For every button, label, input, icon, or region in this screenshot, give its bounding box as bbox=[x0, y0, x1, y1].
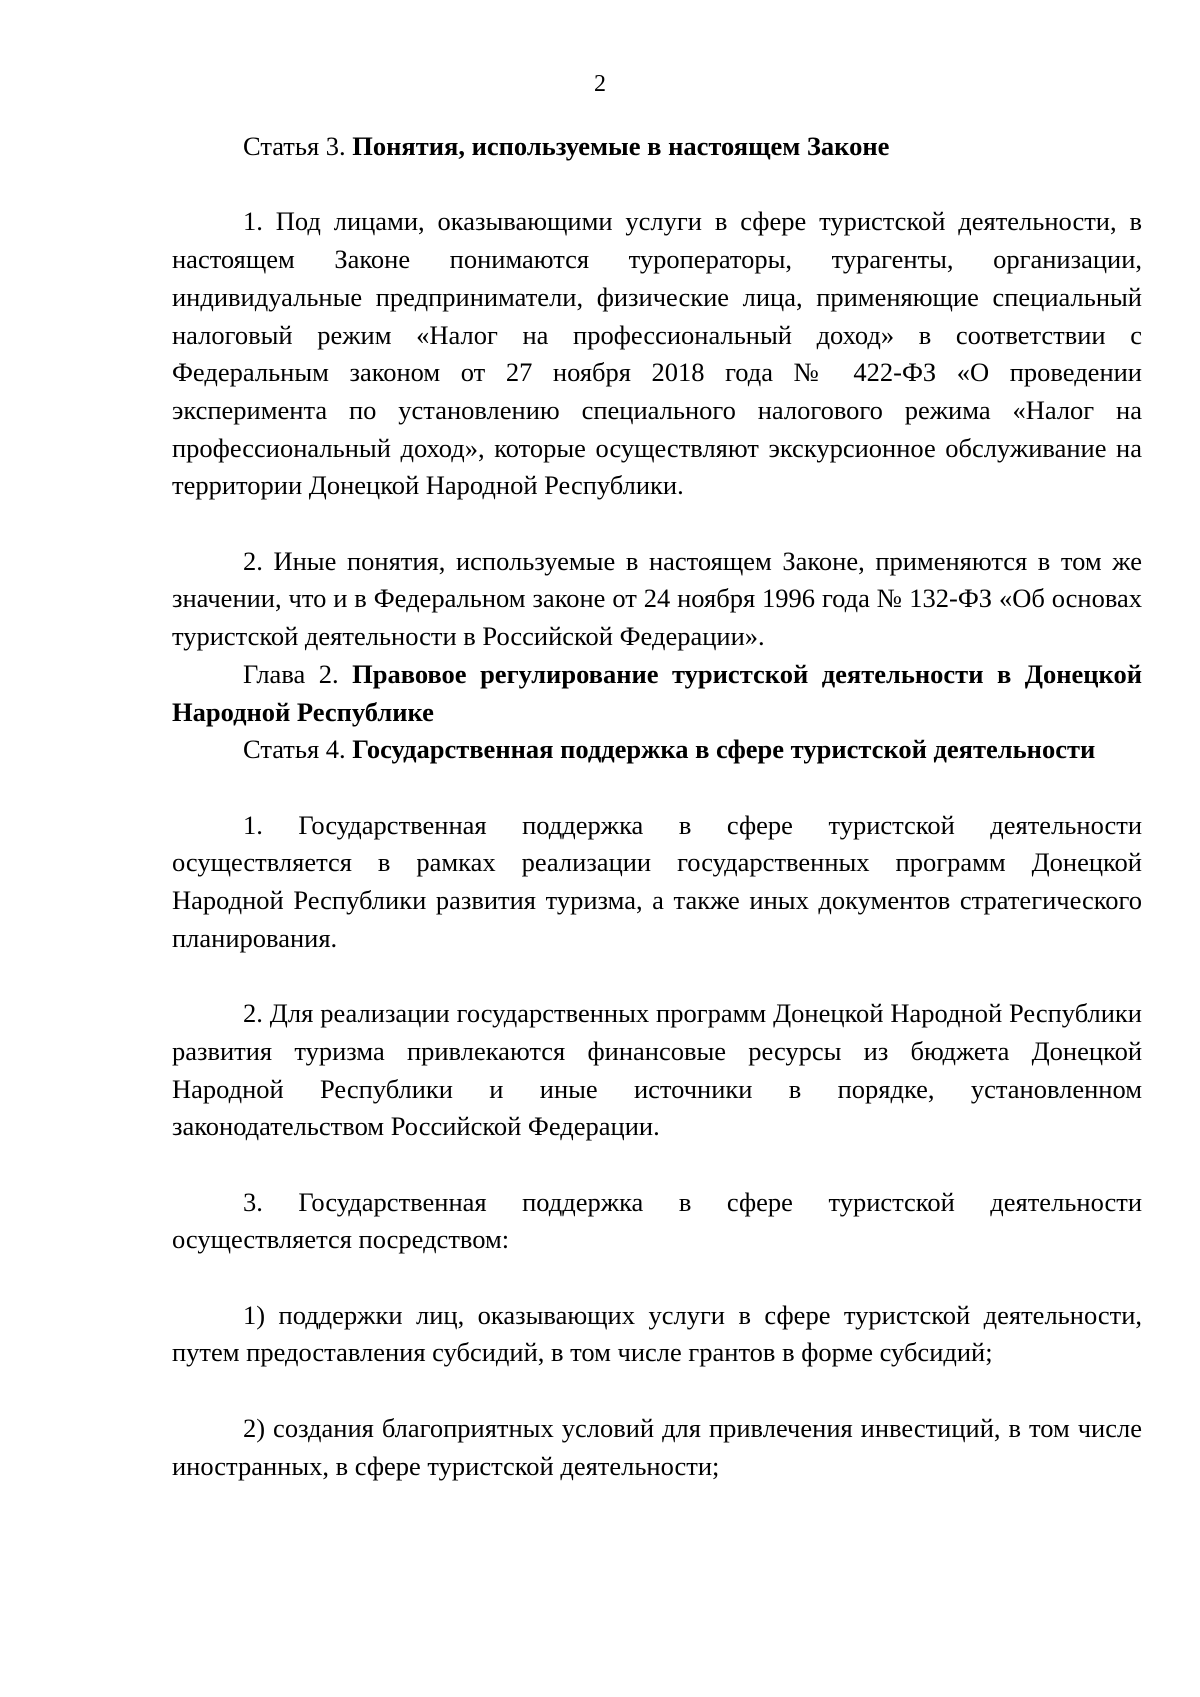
article-3-prefix: Статья 3. bbox=[243, 131, 346, 161]
article-4-paragraph-2: 2. Для реализации государственных программ Донецкой Народной Республики развития туризма привлекаются финансовые ресурсы из бюджета Донецкой Народной Республики и иные источники в порядке, установленном законодательством Российской Федерации. bbox=[172, 998, 1142, 1142]
chapter-2-prefix: Глава 2. bbox=[243, 658, 339, 689]
article-4-list-item-1: 1) поддержки лиц, оказывающих услуги в сфере туристской деятельности, путем предоставления субсидий, в том числе грантов в форме субсидий; bbox=[172, 1299, 1142, 1368]
chapter-2-heading bbox=[172, 656, 1142, 731]
article-3-paragraph-1: 1. Под лицами, оказывающими услуги в сфере туристской деятельности, в настоящем Законе понимаются туроператоры, турагенты, организации, индивидуальные предприниматели, физические лица, применяющие специальный налоговый режим «Налог на профессиональный доход» в соответствии с Федеральным законом от 27 ноября 2018 года № 422-ФЗ «О проведении эксперимента по установлению специального налогового режима «Налог на профессиональный доход», которые осуществляют экскурсионное обслуживание на территории Донецкой Народной Республики. bbox=[172, 206, 1142, 501]
article-4-prefix: Статья 4. bbox=[243, 734, 346, 765]
article-4-title: Государственная поддержка в сфере туристской деятельности bbox=[352, 734, 1096, 765]
article-3-paragraph-2: 2. Иные понятия, используемые в настоящем Законе, применяются в том же значении, что и в Федеральном законе от 24 ноября 1996 года № 132-ФЗ «Об основах туристской деятельности в Российской Федерации». bbox=[172, 545, 1142, 652]
article-4-paragraph-3: 3. Государственная поддержка в сфере туристской деятельности осуществляется посредством: bbox=[172, 1186, 1142, 1255]
chapter-2-title: Правовое регулирование туристской деятельности в Донецкой Народной Республике bbox=[172, 658, 1142, 727]
article-4-list-item-2: 2) создания благоприятных условий для привлечения инвестиций, в том числе иностранных, в сфере туристской деятельности; bbox=[172, 1412, 1142, 1481]
article-4-paragraph-1: 1. Государственная поддержка в сфере туристской деятельности осуществляется в рамках реализации государственных программ Донецкой Народной Республики развития туризма, а также иных документов стратегического планирования. bbox=[172, 809, 1142, 953]
article-3-title: Понятия, используемые в настоящем Законе bbox=[352, 131, 890, 161]
document-body bbox=[172, 128, 1142, 1485]
article-4-heading bbox=[172, 731, 1142, 769]
page-number: 2 bbox=[594, 71, 606, 97]
article-3-heading bbox=[172, 128, 1142, 166]
